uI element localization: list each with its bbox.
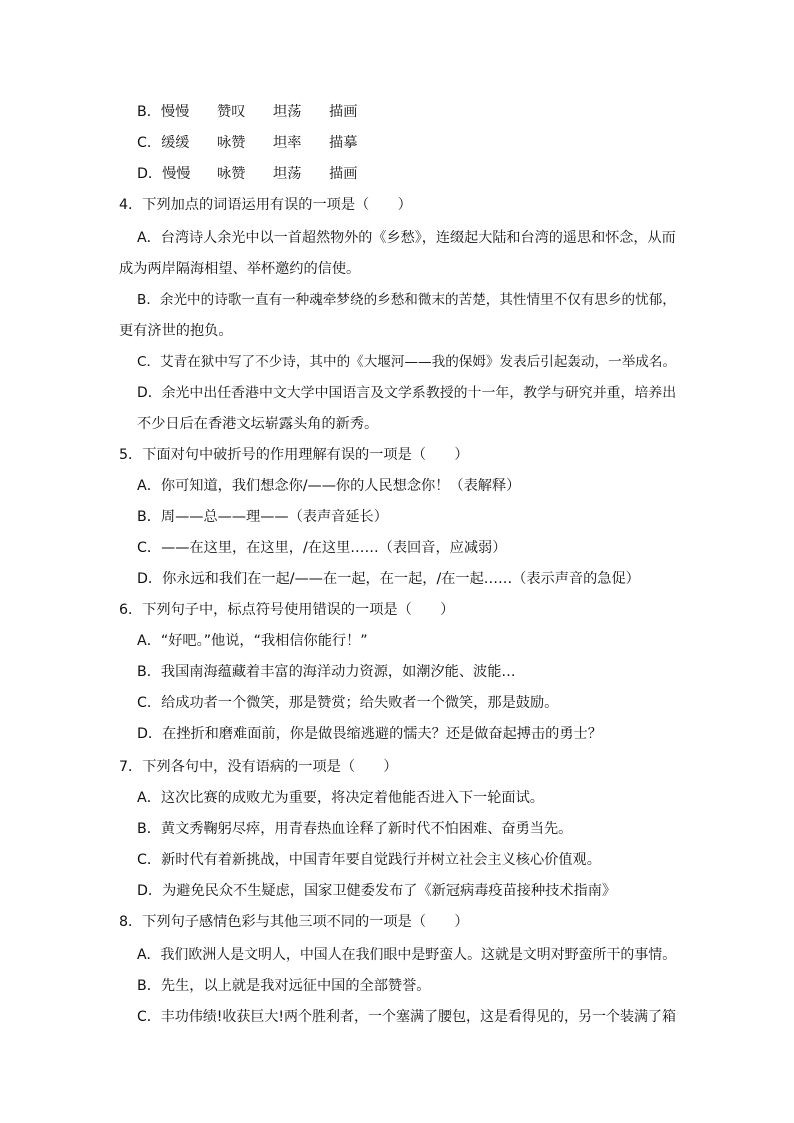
question-6-option-b: B．我国南海蕴藏着丰富的海洋动力资源，如潮汐能、波能… (137, 664, 516, 680)
option-word: 坦率 (273, 135, 302, 151)
option-word: 咏赞 (217, 166, 246, 182)
question-4-stem: 4．下列加点的词语运用有误的一项是（ ） (119, 197, 412, 213)
option-row-d (137, 164, 385, 184)
option-label: C．缓缓 (137, 135, 190, 151)
option-row-b (137, 102, 385, 122)
question-4-option-b: B．余光中的诗歌一直有一种魂牵梦绕的乡愁和微末的苦楚，其性情里不仅有思乡的忧郁， (137, 292, 676, 308)
question-5-option-b: B．周——总——理——（表声音延长） (137, 509, 388, 525)
option-word: 咏赞 (217, 135, 246, 151)
question-6-option-d: D．在挫折和磨难面前，你是做畏缩逃避的懦夫？还是做奋起搏击的勇士？ (137, 726, 602, 742)
option-word: 赞叹 (217, 104, 246, 120)
question-8-option-b: B．先生，以上就是我对远征中国的全部赞誉。 (137, 978, 431, 994)
question-7-option-b: B．黄文秀鞠躬尽瘁，用青春热血诠释了新时代不怕困难、奋勇当先。 (137, 821, 573, 837)
question-4-option-d: D．余光中出任香港中文大学中国语言及文学系教授的十一年，教学与研究并重，培养出 (137, 385, 677, 401)
option-label: D．慢慢 (137, 166, 191, 182)
question-7-stem: 7．下列各句中，没有语病的一项是（ ） (119, 759, 398, 775)
option-word: 描摹 (329, 135, 358, 151)
question-6-option-a: A．“好吧。”他说，“我相信你能行！” (137, 633, 368, 649)
question-7-option-a: A．这次比赛的成败尤为重要，将决定着他能否进入下一轮面试。 (137, 790, 544, 806)
option-word: 坦荡 (273, 166, 302, 182)
option-word: 描画 (329, 104, 358, 120)
option-word: 坦荡 (273, 104, 302, 120)
question-6-stem: 6．下列句子中，标点符号使用错误的一项是（ ） (119, 602, 455, 618)
question-8-option-a: A．我们欧洲人是文明人，中国人在我们眼中是野蛮人。这就是文明对野蛮所干的事情。 (137, 947, 677, 963)
question-4-option-d-cont: 不少日后在香港文坛崭露头角的新秀。 (137, 416, 379, 432)
question-5-option-a: A．你可知道，我们想念你/——你的人民想念你！（表解释） (137, 478, 521, 494)
option-label: B．慢慢 (137, 104, 190, 120)
question-8-stem: 8．下列句子感情色彩与其他三项不同的一项是（ ） (119, 914, 469, 930)
question-5-option-d: D．你永远和我们在一起/——在一起，在一起，/在一起……（表示声音的急促） (137, 571, 640, 587)
question-4-option-a: A．台湾诗人余光中以一首超然物外的《乡愁》，连缀起大陆和台湾的遥思和怀念，从而 (137, 230, 676, 246)
question-8-option-c: C．丰功伟绩!收获巨大!两个胜利者，一个塞满了腰包，这是看得见的，另一个装满了箱 (137, 1009, 676, 1025)
question-4-option-c: C．艾青在狱中写了不少诗，其中的《大堰河——我的保姆》发表后引起轰动，一举成名。 (137, 354, 677, 370)
question-4-option-b-cont: 更有济世的抱负。 (119, 323, 233, 339)
question-5-stem: 5．下面对句中破折号的作用理解有误的一项是（ ） (119, 447, 469, 463)
option-word: 描画 (329, 166, 358, 182)
question-7-option-c: C．新时代有着新挑战，中国青年要自觉践行并树立社会主义核心价值观。 (137, 852, 601, 868)
question-5-option-c: C．——在这里，在这里，/在这里……（表回音，应减弱） (137, 540, 507, 556)
option-row-c (137, 133, 385, 153)
question-4-option-a-cont: 成为两岸隔海相望、举杯邀约的信使。 (119, 261, 361, 277)
question-7-option-d: D．为避免民众不生疑虑，国家卫健委发布了《新冠病毒疫苗接种技术指南》 (137, 883, 617, 899)
question-6-option-c: C．给成功者一个微笑，那是赞赏；给失败者一个微笑，那是鼓励。 (137, 695, 559, 711)
